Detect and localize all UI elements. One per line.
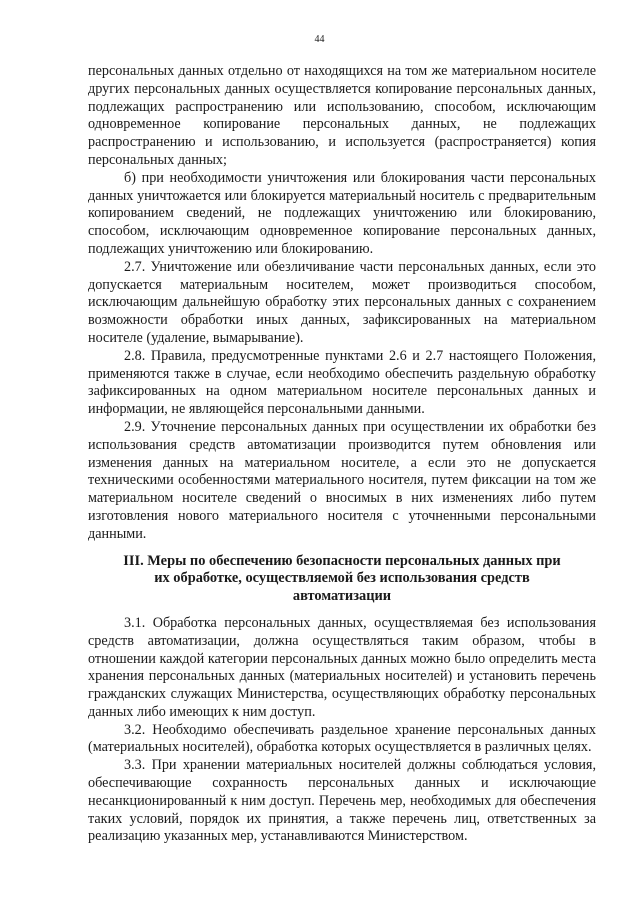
section-heading bbox=[88, 553, 596, 606]
paragraph: 2.8. Правила, предусмотренные пунктами 2.6 и 2.7 настоящего Положения, применяются также в случае, если необходимо обеспечить раздельную обработку зафиксированных на одном материальном носителе персональных данных и информации, не являющейся персональными данными. bbox=[88, 347, 596, 418]
section-heading-line: их обработке, осуществляемой без использования средств bbox=[154, 570, 530, 587]
paragraph: 2.9. Уточнение персональных данных при осуществлении их обработки без использования средств автоматизации производится путем обновления или изменения данных на материальном носителе, а если это не допускается техническими особенностями материального носителя, путем фиксации на том же материальном носителе сведений о вносимых в них изменениях либо путем изготовления нового материального носителя с уточненными персональными данными. bbox=[88, 418, 596, 542]
paragraph: б) при необходимости уничтожения или блокирования части персональных данных уничтожается или блокируется материальный носитель с предварительным копированием сведений, не подлежащих уничтожению или блокированию, способом, исключающим одновременное копирование персональных данных, подлежащих уничтожению или блокированию. bbox=[88, 169, 596, 257]
document-body bbox=[88, 63, 596, 846]
paragraph: 3.1. Обработка персональных данных, осуществляемая без использования средств автоматизации, должна осуществляться таким образом, чтобы в отношении каждой категории персональных данных можно было определить места хранения персональных данных (материальных носителей) и установить перечень гражданских служащих Министерства, осуществляющих обработку персональных данных либо имеющих к ним доступ. bbox=[88, 614, 596, 720]
paragraph: 3.3. При хранении материальных носителей должны соблюдаться условия, обеспечивающие сохранность персональных данных и исключающие несанкционированный к ним доступ. Перечень мер, необходимых для обеспечения таких условий, порядок их принятия, а также перечень лиц, ответственных за реализацию указанных мер, устанавливаются Министерством. bbox=[88, 757, 596, 845]
paragraph: персональных данных отдельно от находящихся на том же материальном носителе других персональных данных осуществляется копирование персональных данных, подлежащих распространению или использованию, способом, исключающим одновременное копирование персональных данных, не подлежащих распространению и использованию, и используется (распространяется) копия персональных данных; bbox=[88, 63, 596, 168]
paragraph: 3.2. Необходимо обеспечивать раздельное хранение персональных данных (материальных носителей), обработка которых осуществляется в различных целях. bbox=[88, 721, 596, 756]
section-heading-line: автоматизации bbox=[292, 588, 392, 605]
section-heading-line: III. Меры по обеспечению безопасности персональных данных при bbox=[123, 552, 561, 569]
paragraph: 2.7. Уничтожение или обезличивание части персональных данных, если это допускается материальным носителем, может производиться способом, исключающим дальнейшую обработку этих персональных данных с сохранением возможности обработки иных данных, зафиксированных на материальном носителе (удаление, вымарывание). bbox=[88, 258, 596, 346]
page-number: 44 bbox=[314, 34, 325, 45]
